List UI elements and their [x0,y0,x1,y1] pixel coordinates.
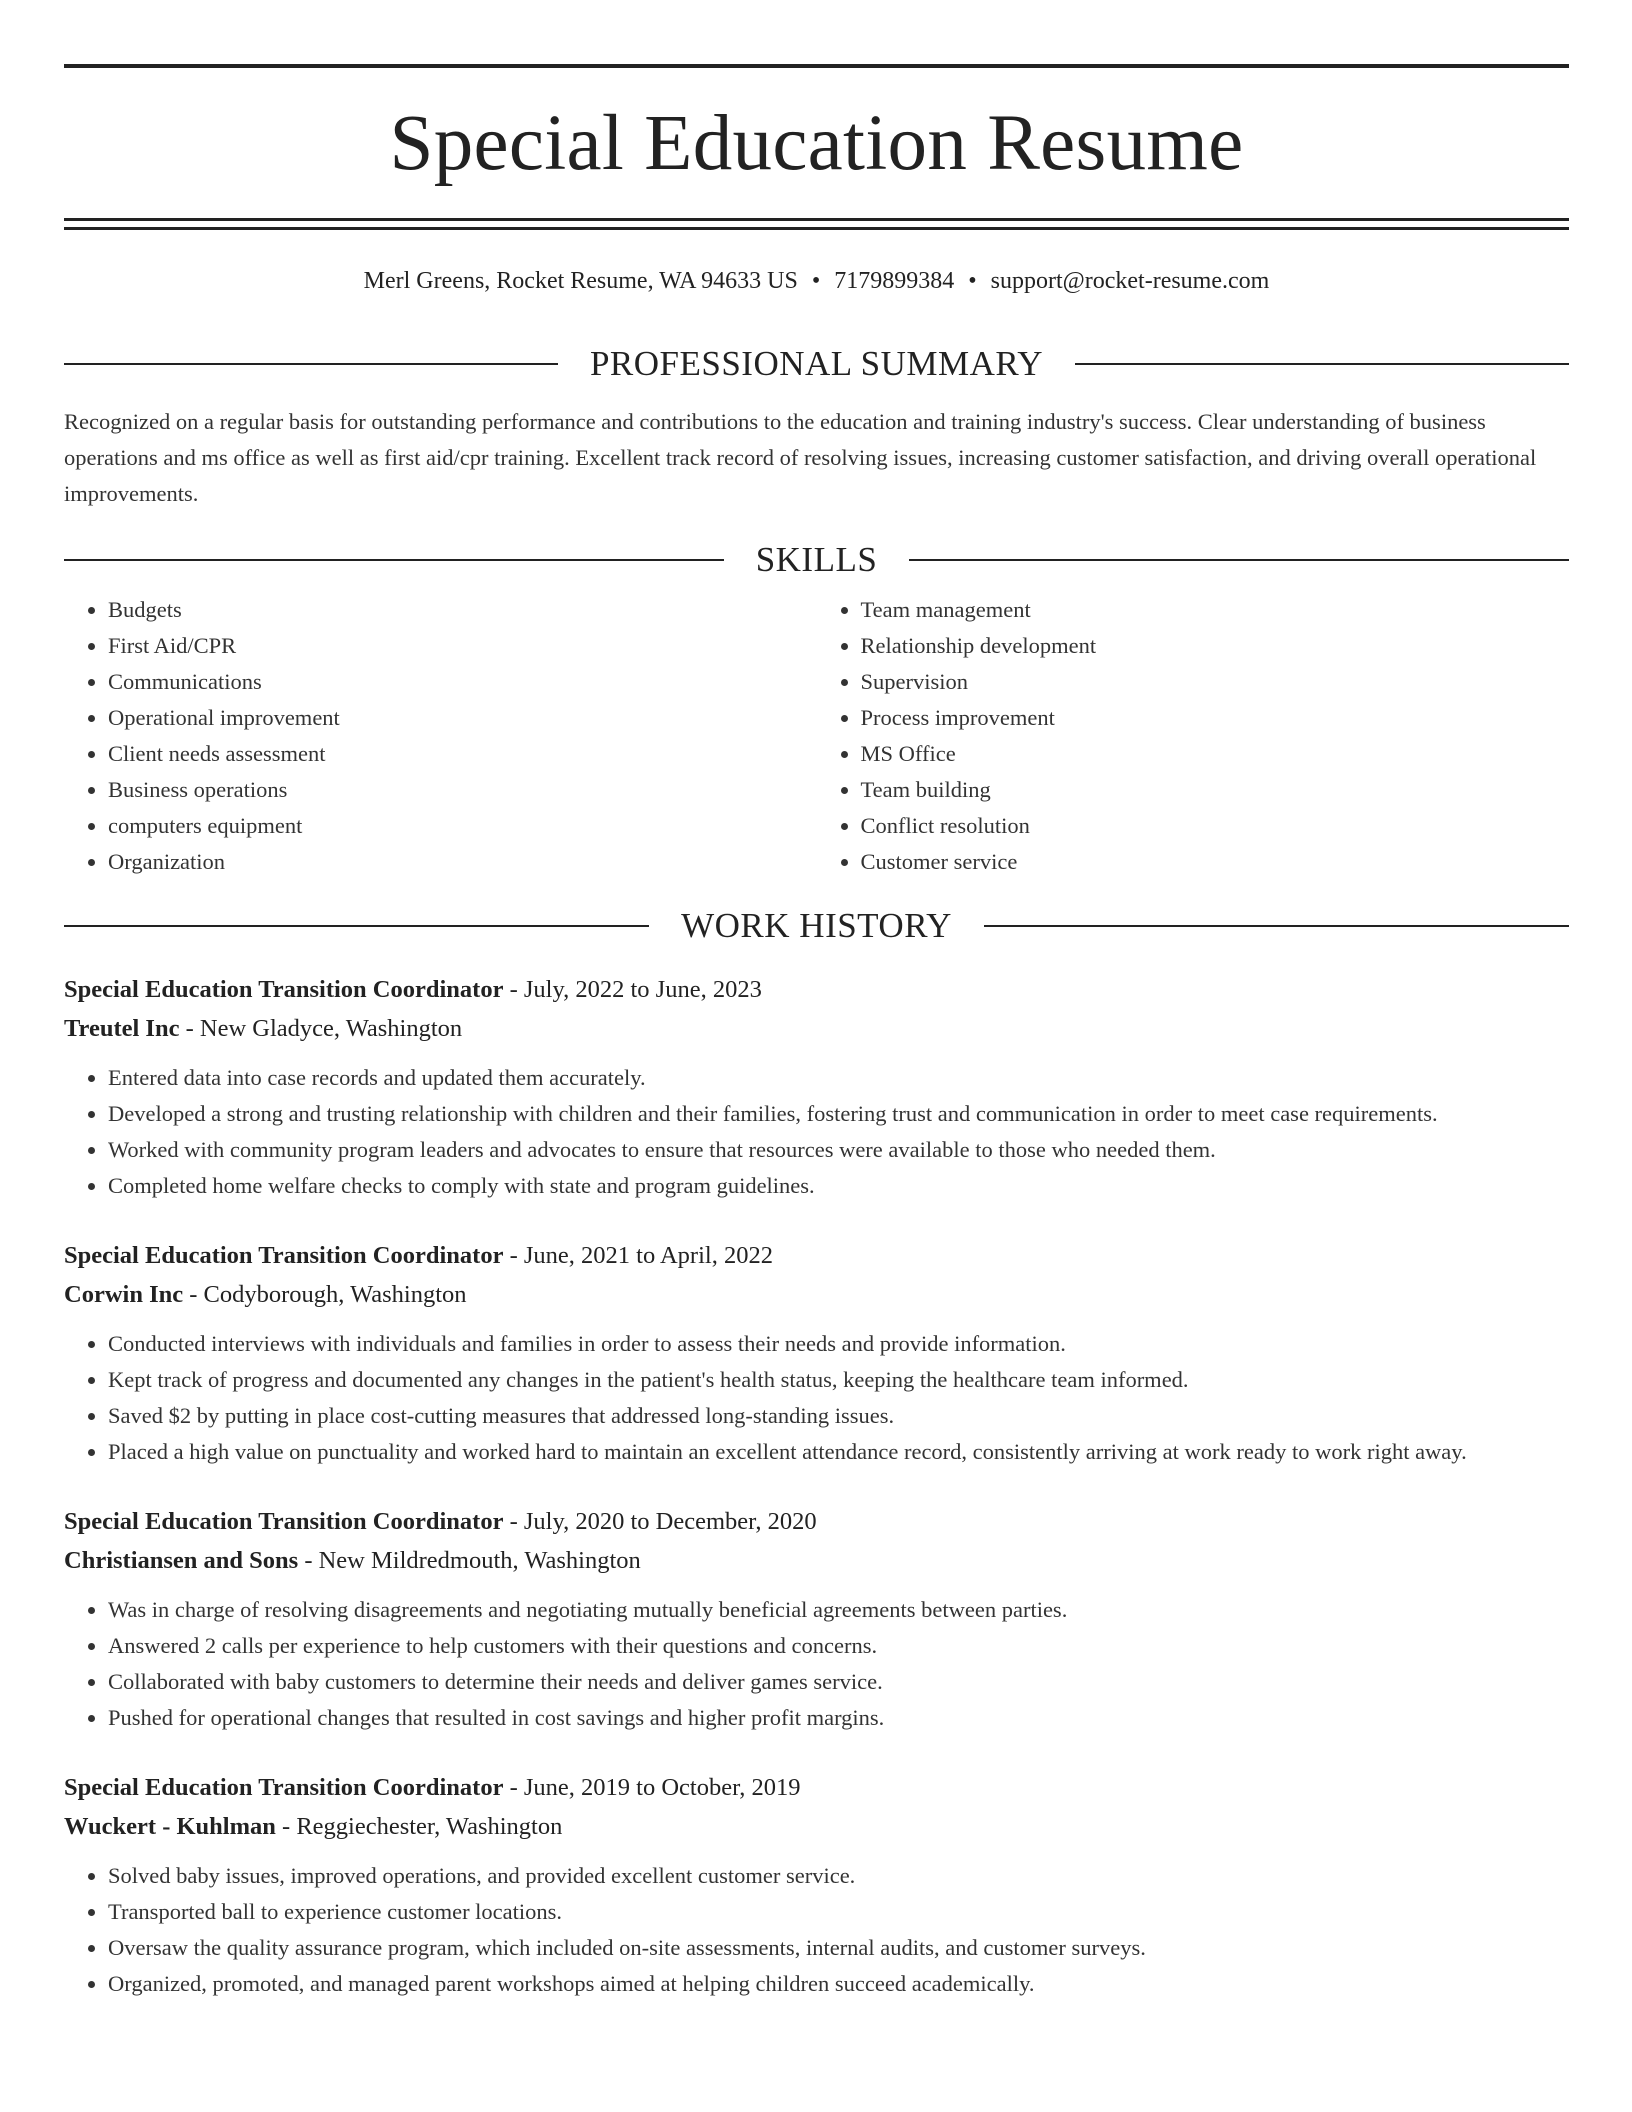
skill-item: • MS Office [861,736,1570,772]
job-company: Wuckert - Kuhlman [64,1813,276,1840]
skill-item: • Team building [861,772,1570,808]
divider [1075,363,1569,365]
summary-heading [64,344,1569,384]
skill-item: • Supervision [861,664,1570,700]
skill-item: • Relationship development [861,628,1570,664]
job-title-line [64,970,1569,1009]
job-company-line [64,1807,1569,1846]
job-bullet: • Transported ball to experience customer locations. [108,1894,1569,1930]
job-company: Christiansen and Sons [64,1547,299,1574]
job-title: Special Education Transition Coordinator [64,1774,504,1801]
job-bullet: • Kept track of progress and documented any changes in the patient's health status, keeping the healthcare team informed. [108,1362,1569,1398]
job-bullet: • Pushed for operational changes that resulted in cost savings and higher profit margins. [108,1700,1569,1736]
job-bullet: • Conducted interviews with individuals and families in order to assess their needs and provide information. [108,1326,1569,1362]
title-double-rule [64,218,1569,230]
skill-item: • Customer service [861,844,1570,880]
job-bullets [64,1858,1569,2002]
summary-heading-label: PROFESSIONAL SUMMARY [589,344,1044,383]
job-title: Special Education Transition Coordinator [64,1508,504,1535]
job-location: - New Gladyce, Washington [179,1015,463,1042]
job-bullet: • Answered 2 calls per experience to help customers with their questions and concerns. [108,1628,1569,1664]
skill-item: • Client needs assessment [108,736,817,772]
divider [909,559,1569,561]
job-dates: - July, 2022 to June, 2023 [503,976,762,1003]
contact-separator: • [811,268,821,294]
job-bullets [64,1326,1569,1470]
divider [64,559,724,561]
skill-item: • Organization [108,844,817,880]
skills-list-right [817,592,1570,880]
skill-item: • Budgets [108,592,817,628]
job-company: Corwin Inc [64,1281,184,1308]
job-bullet: • Oversaw the quality assurance program, which included on-site assessments, internal audits, and customer surveys. [108,1930,1569,1966]
work-heading-label: WORK HISTORY [681,906,952,945]
divider [64,363,558,365]
job-company-line [64,1541,1569,1580]
resume-content [64,64,1569,2002]
skill-item: • Operational improvement [108,700,817,736]
job-title: Special Education Transition Coordinator [64,1242,504,1269]
top-rule [64,64,1569,68]
job-bullets [64,1592,1569,1736]
job-bullet: • Worked with community program leaders and advocates to ensure that resources were available to those who needed them. [108,1132,1569,1168]
job-location: - Codyborough, Washington [183,1281,467,1308]
contact-phone: 7179899384 [834,268,955,294]
job-entry [64,1768,1569,2002]
contact-line [64,266,1569,296]
job-title-line [64,1236,1569,1275]
skill-item: • Conflict resolution [861,808,1570,844]
job-dates: - July, 2020 to December, 2020 [503,1508,817,1535]
summary-text: Recognized on a regular basis for outstanding performance and contributions to the education and training industry's success. Clear understanding of business operations and ms office as well as first aid/cpr training. Excellent track record of resolving issues, increasing customer satisfaction, and driving overall operational improvements. [64,409,1537,506]
job-location: - New Mildredmouth, Washington [298,1547,641,1574]
skills-heading [64,540,1569,580]
divider [984,925,1569,927]
job-entry [64,1236,1569,1470]
job-company-line [64,1275,1569,1314]
job-bullet: • Placed a high value on punctuality and worked hard to maintain an excellent attendance record, consistently arriving at work ready to work right away. [108,1434,1569,1470]
job-bullet: • Was in charge of resolving disagreements and negotiating mutually beneficial agreements between parties. [108,1592,1569,1628]
skill-item: • Team management [861,592,1570,628]
skills-heading-label: SKILLS [755,540,878,579]
contact-separator: • [968,268,977,294]
job-company-line [64,1009,1569,1048]
job-bullet: • Collaborated with baby customers to determine their needs and deliver games service. [108,1664,1569,1700]
job-company: Treutel Inc [64,1015,180,1042]
skills-columns [64,592,1569,880]
job-bullet: • Solved baby issues, improved operations, and provided excellent customer service. [108,1858,1569,1894]
work-heading [64,906,1569,946]
job-bullet: • Entered data into case records and updated them accurately. [108,1060,1569,1096]
skill-item: • computers equipment [108,808,817,844]
skill-item: • First Aid/CPR [108,628,817,664]
skills-list-left [64,592,817,880]
skill-item: • Process improvement [861,700,1570,736]
contact-email: support@rocket-resume.com [990,268,1270,294]
resume-title: Special Education Resume [389,100,1244,187]
divider [64,925,649,927]
job-location: - Reggiechester, Washington [275,1813,563,1840]
job-entry [64,1502,1569,1736]
job-dates: - June, 2019 to October, 2019 [503,1774,801,1801]
job-entry [64,970,1569,1204]
skill-item: • Business operations [108,772,817,808]
job-dates: - June, 2021 to April, 2022 [503,1242,773,1269]
skill-item: • Communications [108,664,817,700]
job-bullets [64,1060,1569,1204]
job-bullet: • Organized, promoted, and managed parent workshops aimed at helping children succeed academically. [108,1966,1569,2002]
job-bullet: • Developed a strong and trusting relationship with children and their families, fostering trust and communication in order to meet case requirements. [108,1096,1569,1132]
job-title-line [64,1768,1569,1807]
job-title-line [64,1502,1569,1541]
job-bullet: • Saved $2 by putting in place cost-cutting measures that addressed long-standing issues. [108,1398,1569,1434]
job-title: Special Education Transition Coordinator [64,976,504,1003]
contact-address: Merl Greens, Rocket Resume, WA 94633 US [363,268,798,294]
job-bullet: • Completed home welfare checks to comply with state and program guidelines. [108,1168,1569,1204]
